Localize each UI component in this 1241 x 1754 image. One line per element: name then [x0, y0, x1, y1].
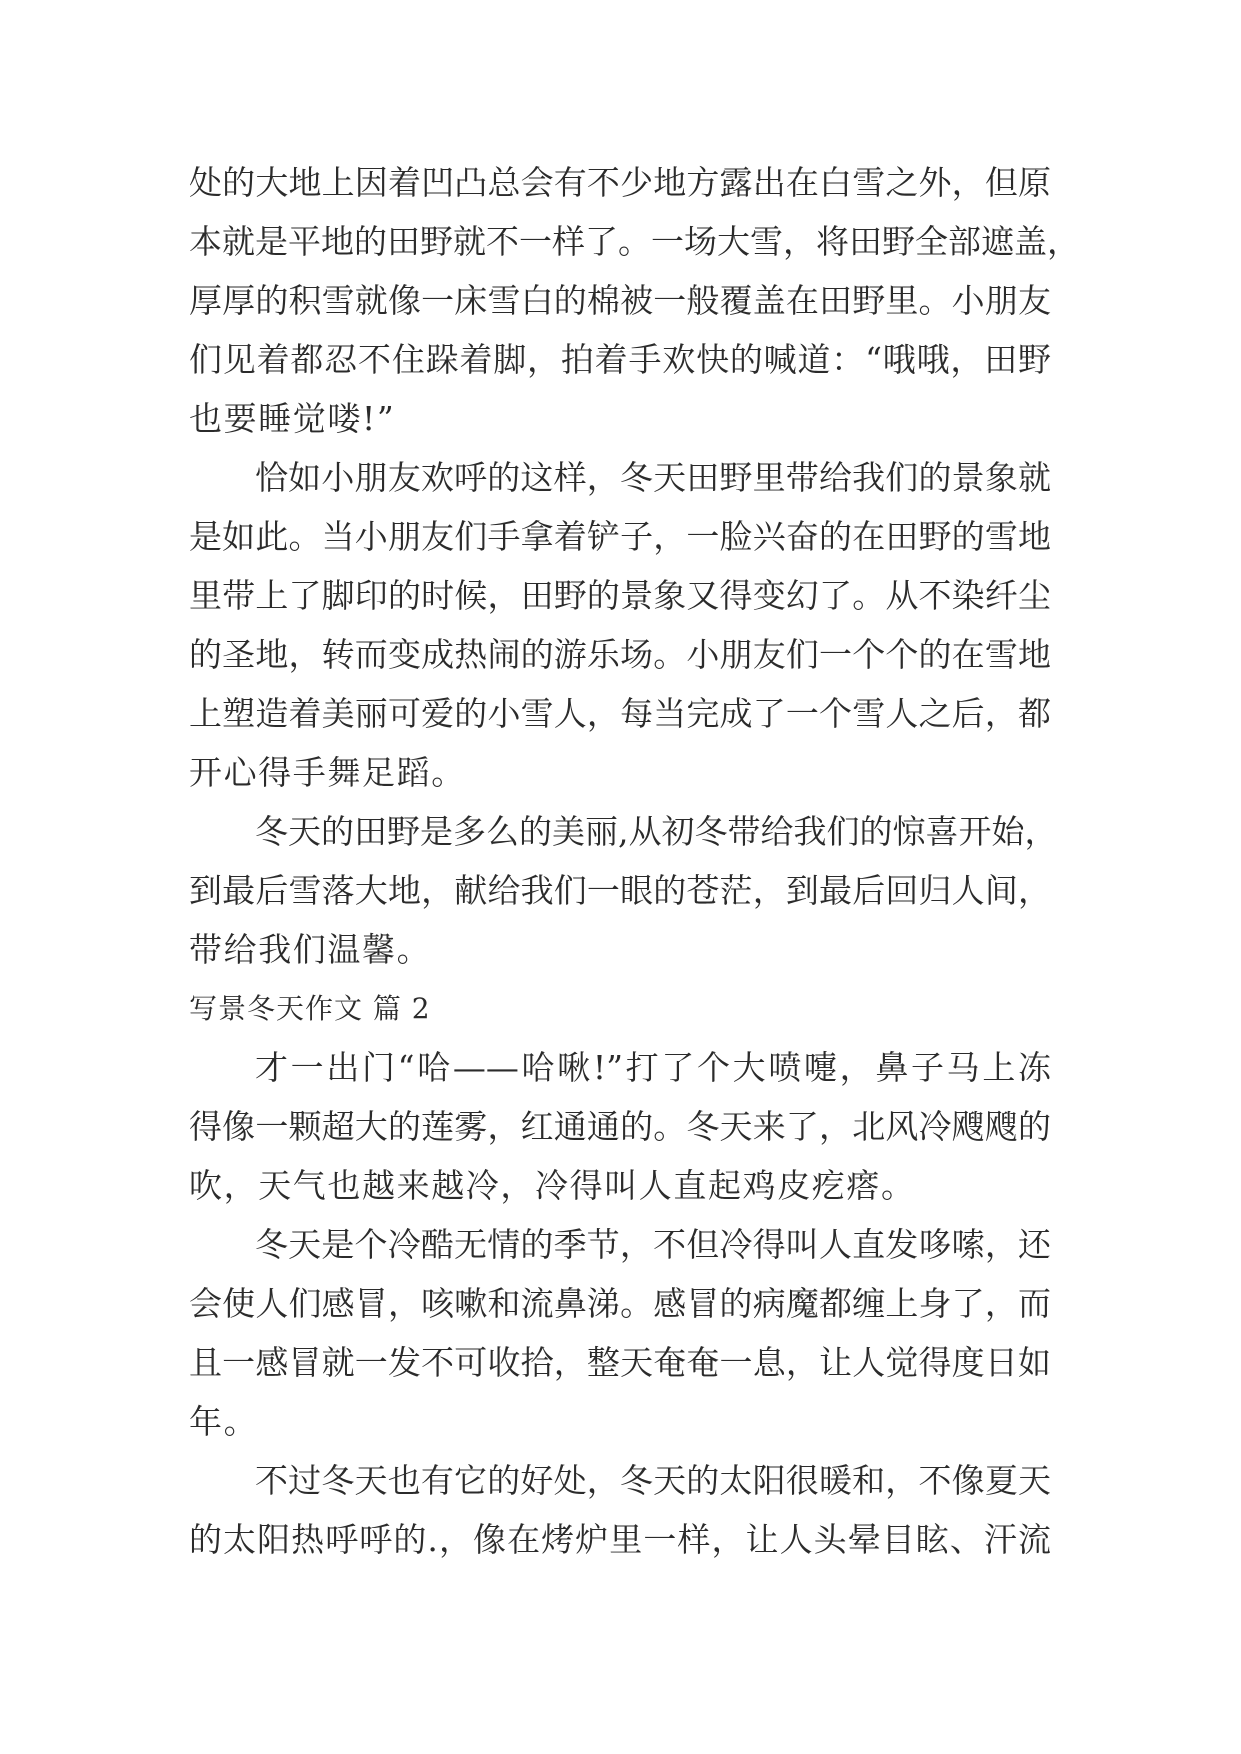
body-line: 会使人们感冒，咳嗽和流鼻涕。感冒的病魔都缠上身了，而 [189, 1284, 1051, 1323]
body-line: 得像一颗超大的莲雾，红通通的。冬天来了，北风冷飕飕的 [189, 1107, 1051, 1146]
body-line: 厚厚的积雪就像一床雪白的棉被一般覆盖在田野里。小朋友 [189, 281, 1051, 320]
body-line: 吹，天气也越来越冷，冷得叫人直起鸡皮疙瘩。 [189, 1166, 916, 1205]
body-line: 的太阳热呼呼的.，像在烤炉里一样，让人头晕目眩、汗流 [189, 1520, 1051, 1559]
body-line: 开心得手舞足蹈。 [189, 753, 466, 792]
body-line: 上塑造着美丽可爱的小雪人，每当完成了一个雪人之后，都 [189, 694, 1051, 733]
body-line: 们见着都忍不住跺着脚，拍着手欢快的喊道：“哦哦，田野 [189, 340, 1051, 379]
paragraph-first-line: 不过冬天也有它的好处，冬天的太阳很暖和，不像夏天 [255, 1461, 1051, 1500]
body-line: 到最后雪落大地，献给我们一眼的苍茫，到最后回归人间， [189, 871, 1051, 910]
body-line: 处的大地上因着凹凸总会有不少地方露出在白雪之外，但原 [189, 163, 1051, 202]
section-heading: 写景冬天作文 篇 2 [189, 992, 431, 1025]
body-line: 带给我们温馨。 [189, 930, 432, 969]
body-line: 的圣地，转而变成热闹的游乐场。小朋友们一个个的在雪地 [189, 635, 1051, 674]
body-line: 年。 [189, 1402, 259, 1441]
paragraph-first-line: 冬天是个冷酷无情的季节，不但冷得叫人直发哆嗦，还 [255, 1225, 1051, 1264]
paragraph-first-line: 恰如小朋友欢呼的这样，冬天田野里带给我们的景象就 [255, 458, 1051, 497]
body-line: 也要睡觉喽!” [189, 399, 396, 438]
paragraph-first-line: 才一出门“哈——哈啾!”打了个大喷嚏，鼻子马上冻 [255, 1048, 1051, 1087]
body-line: 是如此。当小朋友们手拿着铲子，一脸兴奋的在田野的雪地 [189, 517, 1051, 556]
body-line: 且一感冒就一发不可收拾，整天奄奄一息，让人觉得度日如 [189, 1343, 1051, 1382]
body-line: 里带上了脚印的时候，田野的景象又得变幻了。从不染纤尘 [189, 576, 1051, 615]
body-line: 本就是平地的田野就不一样了。一场大雪，将田野全部遮盖， [189, 222, 1080, 261]
paragraph-first-line: 冬天的田野是多么的美丽,从初冬带给我们的惊喜开始， [255, 812, 1058, 851]
